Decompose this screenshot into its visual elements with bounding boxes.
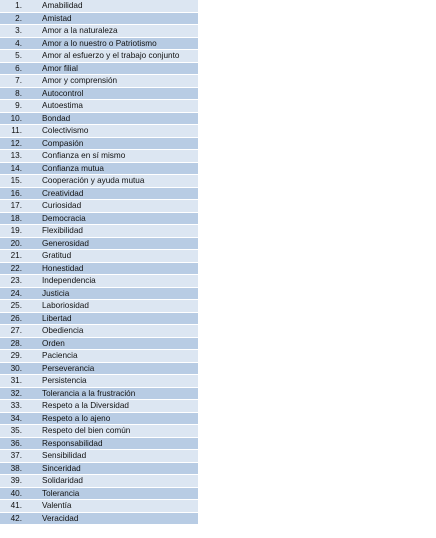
table-row <box>0 325 198 338</box>
value-label: Confianza mutua <box>40 162 198 175</box>
row-number: 12. <box>0 137 40 150</box>
value-label: Orden <box>40 337 198 350</box>
table-row <box>0 225 198 238</box>
table-row <box>0 212 198 225</box>
row-number: 26. <box>0 312 40 325</box>
row-number: 10. <box>0 112 40 125</box>
values-table-body <box>0 0 198 525</box>
table-row <box>0 312 198 325</box>
row-number: 39. <box>0 475 40 488</box>
value-label: Respeto a la Diversidad <box>40 400 198 413</box>
row-number: 32. <box>0 387 40 400</box>
table-row <box>0 250 198 263</box>
table-row <box>0 125 198 138</box>
table-row <box>0 162 198 175</box>
table-row <box>0 12 198 25</box>
value-label: Honestidad <box>40 262 198 275</box>
table-row <box>0 350 198 363</box>
table-row <box>0 0 198 12</box>
row-number: 38. <box>0 462 40 475</box>
row-number: 35. <box>0 425 40 438</box>
row-number: 3. <box>0 25 40 38</box>
table-row <box>0 100 198 113</box>
row-number: 17. <box>0 200 40 213</box>
table-row <box>0 412 198 425</box>
row-number: 30. <box>0 362 40 375</box>
table-row <box>0 200 198 213</box>
row-number: 14. <box>0 162 40 175</box>
table-row <box>0 462 198 475</box>
value-label: Responsabilidad <box>40 437 198 450</box>
table-row <box>0 25 198 38</box>
value-label: Curiosidad <box>40 200 198 213</box>
table-row <box>0 75 198 88</box>
row-number: 22. <box>0 262 40 275</box>
table-row <box>0 112 198 125</box>
table-row <box>0 500 198 513</box>
value-label: Gratitud <box>40 250 198 263</box>
row-number: 6. <box>0 62 40 75</box>
value-label: Laboriosidad <box>40 300 198 313</box>
value-label: Tolerancia a la frustración <box>40 387 198 400</box>
table-row <box>0 150 198 163</box>
row-number: 7. <box>0 75 40 88</box>
value-label: Amor a lo nuestro o Patriotismo <box>40 37 198 50</box>
table-row <box>0 275 198 288</box>
row-number: 27. <box>0 325 40 338</box>
row-number: 13. <box>0 150 40 163</box>
row-number: 2. <box>0 12 40 25</box>
table-row <box>0 487 198 500</box>
table-row <box>0 62 198 75</box>
table-row <box>0 387 198 400</box>
value-label: Amabilidad <box>40 0 198 12</box>
value-label: Flexibilidad <box>40 225 198 238</box>
value-label: Respeto a lo ajeno <box>40 412 198 425</box>
row-number: 25. <box>0 300 40 313</box>
row-number: 9. <box>0 100 40 113</box>
table-row <box>0 300 198 313</box>
row-number: 36. <box>0 437 40 450</box>
value-label: Obediencia <box>40 325 198 338</box>
value-label: Veracidad <box>40 512 198 525</box>
value-label: Sinceridad <box>40 462 198 475</box>
value-label: Creatividad <box>40 187 198 200</box>
row-number: 16. <box>0 187 40 200</box>
values-table <box>0 0 198 525</box>
value-label: Amor filial <box>40 62 198 75</box>
table-row <box>0 437 198 450</box>
row-number: 29. <box>0 350 40 363</box>
value-label: Justicia <box>40 287 198 300</box>
table-row <box>0 375 198 388</box>
row-number: 40. <box>0 487 40 500</box>
row-number: 4. <box>0 37 40 50</box>
value-label: Respeto del bien común <box>40 425 198 438</box>
row-number: 15. <box>0 175 40 188</box>
table-row <box>0 475 198 488</box>
row-number: 24. <box>0 287 40 300</box>
value-label: Generosidad <box>40 237 198 250</box>
value-label: Confianza en sí mismo <box>40 150 198 163</box>
value-label: Paciencia <box>40 350 198 363</box>
row-number: 42. <box>0 512 40 525</box>
table-row <box>0 87 198 100</box>
row-number: 37. <box>0 450 40 463</box>
row-number: 34. <box>0 412 40 425</box>
table-row <box>0 512 198 525</box>
table-row <box>0 237 198 250</box>
row-number: 1. <box>0 0 40 12</box>
row-number: 31. <box>0 375 40 388</box>
row-number: 41. <box>0 500 40 513</box>
table-row <box>0 187 198 200</box>
table-row <box>0 450 198 463</box>
value-label: Solidaridad <box>40 475 198 488</box>
value-label: Amor a la naturaleza <box>40 25 198 38</box>
value-label: Autoestima <box>40 100 198 113</box>
value-label: Colectivismo <box>40 125 198 138</box>
table-row <box>0 50 198 63</box>
table-row <box>0 337 198 350</box>
row-number: 23. <box>0 275 40 288</box>
value-label: Autocontrol <box>40 87 198 100</box>
table-row <box>0 175 198 188</box>
row-number: 19. <box>0 225 40 238</box>
row-number: 5. <box>0 50 40 63</box>
value-label: Amor y comprensión <box>40 75 198 88</box>
value-label: Sensibilidad <box>40 450 198 463</box>
table-row <box>0 137 198 150</box>
value-label: Independencia <box>40 275 198 288</box>
value-label: Tolerancia <box>40 487 198 500</box>
row-number: 11. <box>0 125 40 138</box>
table-row <box>0 287 198 300</box>
table-row <box>0 37 198 50</box>
row-number: 21. <box>0 250 40 263</box>
value-label: Amistad <box>40 12 198 25</box>
row-number: 33. <box>0 400 40 413</box>
value-label: Cooperación y ayuda mutua <box>40 175 198 188</box>
row-number: 18. <box>0 212 40 225</box>
value-label: Bondad <box>40 112 198 125</box>
row-number: 8. <box>0 87 40 100</box>
table-row <box>0 425 198 438</box>
row-number: 20. <box>0 237 40 250</box>
value-label: Democracia <box>40 212 198 225</box>
value-label: Libertad <box>40 312 198 325</box>
table-row <box>0 400 198 413</box>
value-label: Persistencia <box>40 375 198 388</box>
value-label: Perseverancia <box>40 362 198 375</box>
table-row <box>0 362 198 375</box>
row-number: 28. <box>0 337 40 350</box>
value-label: Amor al esfuerzo y el trabajo conjunto <box>40 50 198 63</box>
value-label: Valentía <box>40 500 198 513</box>
value-label: Compasión <box>40 137 198 150</box>
table-row <box>0 262 198 275</box>
